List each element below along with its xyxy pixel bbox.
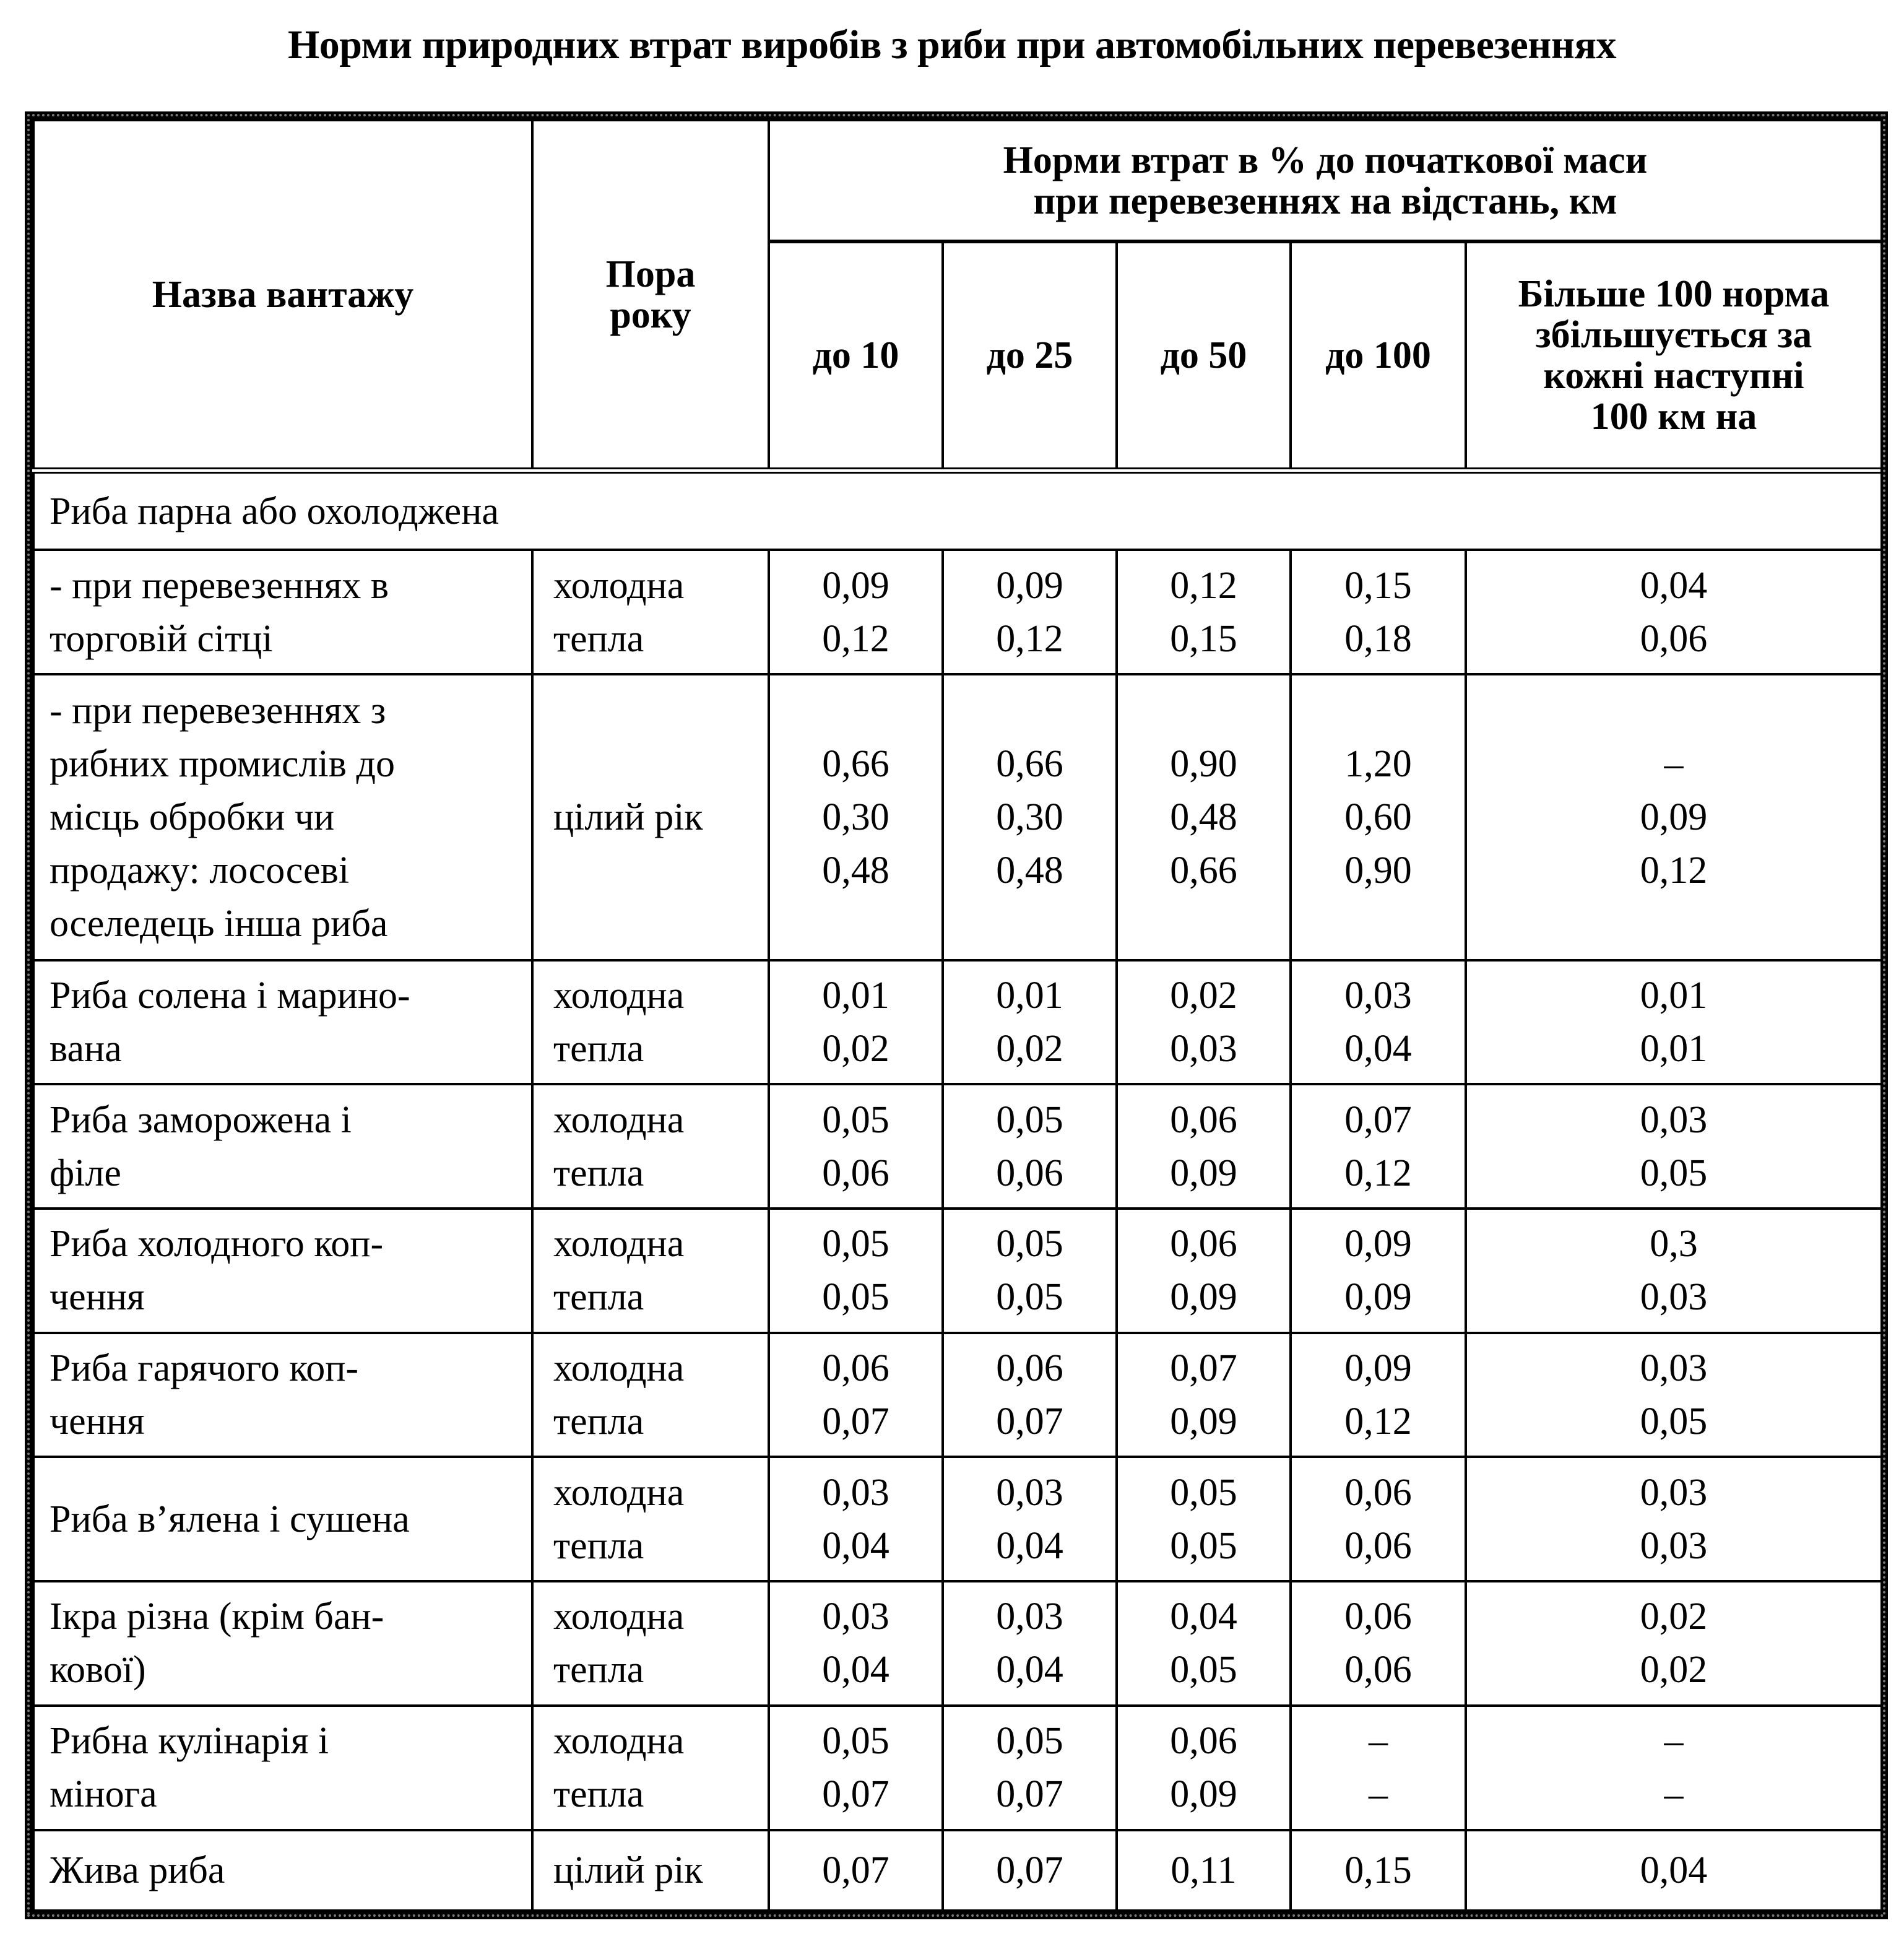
season: холодна тепла — [532, 1333, 769, 1457]
value-d50: 0,04 0,05 — [1117, 1581, 1291, 1706]
table-row — [33, 1209, 1882, 1333]
value-over100: 0,03 0,05 — [1466, 1084, 1882, 1209]
value-d25: 0,05 0,05 — [943, 1209, 1117, 1333]
value-over100: 0,04 0,06 — [1466, 550, 1882, 674]
cargo-name: Риба солена і марино- вана — [33, 960, 532, 1085]
season: холодна тепла — [532, 1084, 769, 1209]
cargo-name: Риба холодного коп- чення — [33, 1209, 532, 1333]
season: холодна тепла — [532, 1457, 769, 1581]
cargo-name: Риба заморожена і філе — [33, 1084, 532, 1209]
value-d50: 0,12 0,15 — [1117, 550, 1291, 674]
value-d100: 0,06 0,06 — [1291, 1457, 1466, 1581]
norms-table — [32, 119, 1883, 1912]
table-row — [33, 1581, 1882, 1706]
table-row — [33, 550, 1882, 674]
value-d10: 0,03 0,04 — [769, 1581, 943, 1706]
value-d10: 0,01 0,02 — [769, 960, 943, 1085]
season: холодна тепла — [532, 1581, 769, 1706]
value-d10: 0,05 0,05 — [769, 1209, 943, 1333]
cargo-name: Жива риба — [33, 1830, 532, 1911]
value-d50: 0,90 0,48 0,66 — [1117, 674, 1291, 960]
value-over100: 0,01 0,01 — [1466, 960, 1882, 1085]
cargo-name: - при перевезеннях з рибних промислів до місць обробки чи продажу: лососеві оселедець інша риба — [33, 674, 532, 960]
value-d25: 0,01 0,02 — [943, 960, 1117, 1085]
value-d100: 0,15 — [1291, 1830, 1466, 1911]
value-d100: 0,03 0,04 — [1291, 960, 1466, 1085]
header-season: Пора року — [532, 120, 769, 471]
section-title: Риба парна або охолоджена — [33, 471, 1882, 550]
value-d50: 0,11 — [1117, 1830, 1291, 1911]
value-d25: 0,09 0,12 — [943, 550, 1117, 674]
header-norms-group: Норми втрат в % до початкової маси при перевезеннях на відстань, км — [769, 120, 1882, 241]
value-d100: 0,09 0,09 — [1291, 1209, 1466, 1333]
value-d50: 0,05 0,05 — [1117, 1457, 1291, 1581]
value-d10: 0,03 0,04 — [769, 1457, 943, 1581]
value-d50: 0,06 0,09 — [1117, 1084, 1291, 1209]
cargo-name: Ікра різна (крім бан- кової) — [33, 1581, 532, 1706]
cargo-name: Риба в’ялена і сушена — [33, 1457, 532, 1581]
table-row — [33, 1457, 1882, 1581]
value-over100: 0,03 0,03 — [1466, 1457, 1882, 1581]
value-d10: 0,09 0,12 — [769, 550, 943, 674]
value-d25: 0,03 0,04 — [943, 1457, 1117, 1581]
season: холодна тепла — [532, 1706, 769, 1830]
value-d100: 0,15 0,18 — [1291, 550, 1466, 674]
header-d25: до 25 — [943, 241, 1117, 471]
header-d10: до 10 — [769, 241, 943, 471]
value-d25: 0,05 0,07 — [943, 1706, 1117, 1830]
season: цілий рік — [532, 1830, 769, 1911]
cargo-name: - при перевезеннях в торговій сітці — [33, 550, 532, 674]
value-d25: 0,05 0,06 — [943, 1084, 1117, 1209]
value-over100: 0,02 0,02 — [1466, 1581, 1882, 1706]
value-d25: 0,06 0,07 — [943, 1333, 1117, 1457]
value-d50: 0,02 0,03 — [1117, 960, 1291, 1085]
value-d25: 0,66 0,30 0,48 — [943, 674, 1117, 960]
header-name: Назва вантажу — [33, 120, 532, 471]
table-row — [33, 674, 1882, 960]
value-d10: 0,05 0,06 — [769, 1084, 943, 1209]
cargo-name: Риба гарячого коп- чення — [33, 1333, 532, 1457]
value-d10: 0,66 0,30 0,48 — [769, 674, 943, 960]
value-d10: 0,07 — [769, 1830, 943, 1911]
cargo-name: Рибна кулінарія і мінога — [33, 1706, 532, 1830]
value-d100: 0,06 0,06 — [1291, 1581, 1466, 1706]
table-row — [33, 1830, 1882, 1911]
value-over100: – – — [1466, 1706, 1882, 1830]
value-d10: 0,05 0,07 — [769, 1706, 943, 1830]
header-d100: до 100 — [1291, 241, 1466, 471]
value-d50: 0,07 0,09 — [1117, 1333, 1291, 1457]
value-d100: 0,09 0,12 — [1291, 1333, 1466, 1457]
table-row — [33, 1706, 1882, 1830]
season: холодна тепла — [532, 550, 769, 674]
value-over100: – 0,09 0,12 — [1466, 674, 1882, 960]
table-row — [33, 1084, 1882, 1209]
value-d10: 0,06 0,07 — [769, 1333, 943, 1457]
table-frame — [25, 111, 1888, 1919]
value-d25: 0,07 — [943, 1830, 1117, 1911]
header-d50: до 50 — [1117, 241, 1291, 471]
table-row — [33, 1333, 1882, 1457]
season: холодна тепла — [532, 1209, 769, 1333]
value-d25: 0,03 0,04 — [943, 1581, 1117, 1706]
header-over100: Більше 100 норма збільшується за кожні наступні 100 км на — [1466, 241, 1882, 471]
season: цілий рік — [532, 674, 769, 960]
value-d50: 0,06 0,09 — [1117, 1706, 1291, 1830]
value-d100: 0,07 0,12 — [1291, 1084, 1466, 1209]
value-over100: 0,04 — [1466, 1830, 1882, 1911]
page-title: Норми природних втрат виробів з риби при автомобільних перевезеннях — [287, 22, 1617, 67]
table-row — [33, 960, 1882, 1085]
value-d50: 0,06 0,09 — [1117, 1209, 1291, 1333]
value-over100: 0,3 0,03 — [1466, 1209, 1882, 1333]
value-d100: 1,20 0,60 0,90 — [1291, 674, 1466, 960]
value-over100: 0,03 0,05 — [1466, 1333, 1882, 1457]
value-d100: – – — [1291, 1706, 1466, 1830]
season: холодна тепла — [532, 960, 769, 1085]
